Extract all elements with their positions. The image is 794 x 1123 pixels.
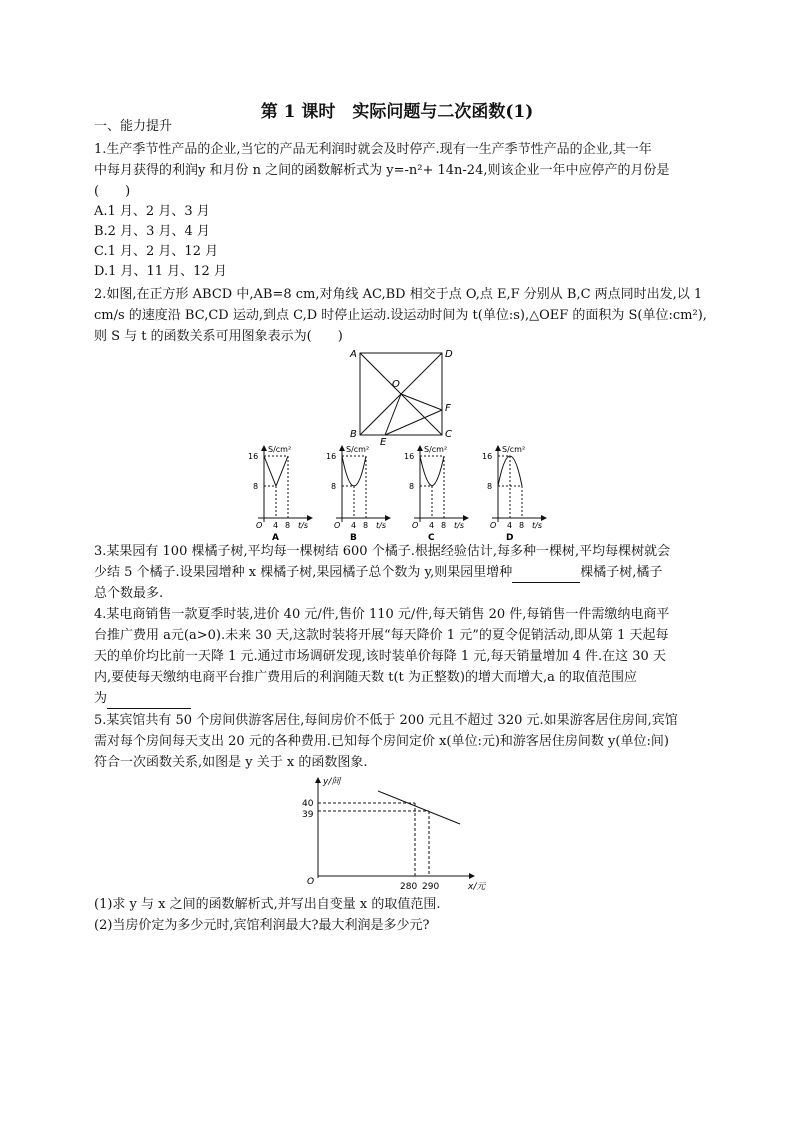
q5-line: 5.某宾馆共有 50 个房间供游客居住,每间房价不低于 200 元且不超过 320 元.如果游客居住房间,宾馆 xyxy=(94,713,678,728)
graph-b-ylabel: S/cm² xyxy=(346,445,370,454)
q1-option-c: C.1 月、2 月、12 月 xyxy=(94,244,219,259)
graph-option-d xyxy=(482,445,546,542)
q4-line: 内,要使每天缴纳电商平台推广费用后的利润随天数 t(t 为正整数)的增大而增大,a 的取值范围应 xyxy=(94,670,638,685)
q2-line: cm/s 的速度沿 BC,CD 运动,到点 C,D 时停止运动.设运动时间为 t(单位:s),△OEF 的面积为 S(单位:cm²), xyxy=(94,308,707,323)
label-e: E xyxy=(380,437,387,445)
q1-option-a: A.1 月、2 月、3 月 xyxy=(94,204,210,219)
graph-a-tick-16: 16 xyxy=(248,452,259,461)
q5-line: 符合一次函数关系,如图是 y 关于 x 的函数图象. xyxy=(94,755,368,770)
graph-a-tick-4: 4 xyxy=(273,521,279,530)
q2-line: 2.如图,在正方形 ABCD 中,AB=8 cm,对角线 AC,BD 相交于点 O,点 E,F 分别从 B,C 两点同时出发,以 1 xyxy=(94,287,703,302)
q4-line-text: 为 xyxy=(94,691,108,706)
q3-line-text: 少结 5 个橘子.设果园增种 x 棵橘子树,果园橘子总个数为 y,则果园里增种 xyxy=(94,565,513,580)
label-o: O xyxy=(392,379,400,390)
q5-part1: (1)求 y 与 x 之间的函数解析式,并写出自变量 x 的取值范围. xyxy=(94,897,441,912)
graph-option-c xyxy=(404,445,468,542)
graph-d-ylabel: S/cm² xyxy=(502,445,526,454)
q1-line: 中每月获得的利润y 和月份 n 之间的函数解析式为 y=-n²+ 14n-24,则该企业一年中应停产的月份是 xyxy=(94,163,670,178)
graph-b-origin: O xyxy=(334,521,341,530)
label-f: F xyxy=(445,403,451,414)
graph-d-tick-8: 8 xyxy=(487,482,493,491)
graph-d-tick-16: 16 xyxy=(482,452,493,461)
graph-a-tick-8x: 8 xyxy=(285,521,291,530)
graph-option-b xyxy=(326,445,390,542)
graph-d-letter: D xyxy=(506,533,514,542)
q1-answer-bracket: ( ) xyxy=(94,184,131,199)
label-a: A xyxy=(350,349,357,360)
label-b: B xyxy=(350,429,357,440)
graph-d-tick-4: 4 xyxy=(507,521,513,530)
graph-b-letter: B xyxy=(350,533,357,542)
q4-line: 台推广费用 a元(a>0).未来 30 天,这款时装将开展“每天降价 1 元”的夏令促销活动,即从第 1 天起每 xyxy=(94,628,669,643)
graph-b-xlabel: t/s xyxy=(376,521,386,530)
segment-of xyxy=(401,394,442,410)
graph-a-xlabel: t/s xyxy=(298,521,308,530)
q5-graph xyxy=(296,772,496,894)
graph-a-ylabel: S/cm² xyxy=(268,445,292,454)
q3-line: 3.某果园有 100 棵橘子树,平均每一棵树结 600 个橘子.根据经验估计,每多种一棵树,平均每棵树就会 xyxy=(94,544,671,559)
q2-line: 则 S 与 t 的函数关系可用图象表示为( ) xyxy=(94,329,343,344)
graph-c-xlabel: t/s xyxy=(454,521,464,530)
q3-answer-blank[interactable] xyxy=(512,568,580,583)
q5-ytick-40: 40 xyxy=(302,799,314,809)
graph-d-xlabel: t/s xyxy=(532,521,542,530)
label-d: D xyxy=(445,349,453,360)
graph-d-tick-8x: 8 xyxy=(519,521,525,530)
graph-a-letter: A xyxy=(272,533,279,542)
q1-option-b: B.2 月、3 月、4 月 xyxy=(94,224,210,239)
q5-line: 需对每个房间每天支出 20 元的各种费用.已知每个房间定价 x(单位:元)和游客居住房间数 y(单位:间) xyxy=(94,734,669,749)
graph-c-tick-8: 8 xyxy=(409,482,415,491)
graph-c-tick-16: 16 xyxy=(404,452,415,461)
q1-option-d: D.1 月、11 月、12 月 xyxy=(94,264,227,279)
graph-a-origin: O xyxy=(256,521,263,530)
graph-c-origin: O xyxy=(412,521,419,530)
q4-answer-blank[interactable] xyxy=(107,694,191,709)
section-heading: 一、能力提升 xyxy=(94,119,173,134)
q5-ytick-39: 39 xyxy=(302,810,314,820)
q4-line xyxy=(94,689,714,709)
q3-line-text: 棵橘子树,橘子 xyxy=(580,565,663,580)
option-graphs xyxy=(236,442,556,542)
label-c: C xyxy=(445,429,452,440)
graph-option-a xyxy=(248,445,312,542)
q5-xtick-280: 280 xyxy=(400,882,418,892)
q3-line xyxy=(94,563,714,583)
q5-xlabel: x/元 xyxy=(468,882,486,892)
graph-c-tick-8x: 8 xyxy=(441,521,447,530)
graph-c-letter: C xyxy=(428,533,435,542)
q5-xtick-290: 290 xyxy=(422,882,440,892)
q5-function-line xyxy=(378,791,460,824)
square-figure xyxy=(340,345,460,445)
q3-line: 总个数最多. xyxy=(94,586,164,601)
graph-b-tick-4: 4 xyxy=(351,521,357,530)
q5-ylabel: y/间 xyxy=(323,777,341,787)
graph-c-tick-4: 4 xyxy=(429,521,435,530)
q5-part2: (2)当房价定为多少元时,宾馆利润最大?最大利润是多少元? xyxy=(94,918,430,933)
graph-d-origin: O xyxy=(490,521,497,530)
q5-origin: O xyxy=(307,877,315,887)
q1-line: 1.生产季节性产品的企业,当它的产品无利润时就会及时停产.现有一生产季节性产品的企业,其一年 xyxy=(94,142,652,157)
graph-a-tick-8: 8 xyxy=(253,482,259,491)
q4-line: 4.某电商销售一款夏季时装,进价 40 元/件,售价 110 元/件,每天销售 20 件,每销售一件需缴纳电商平 xyxy=(94,607,670,622)
page-title: 第 1 课时 实际问题与二次函数(1) xyxy=(260,102,534,122)
q4-line: 天的单价均比前一天降 1 元.通过市场调研发现,该时装单价每降 1 元,每天销量增加 4 件.在这 30 天 xyxy=(94,649,666,664)
graph-b-tick-16: 16 xyxy=(326,452,337,461)
graph-b-tick-8: 8 xyxy=(331,482,337,491)
graph-b-tick-8x: 8 xyxy=(363,521,369,530)
graph-c-ylabel: S/cm² xyxy=(424,445,448,454)
